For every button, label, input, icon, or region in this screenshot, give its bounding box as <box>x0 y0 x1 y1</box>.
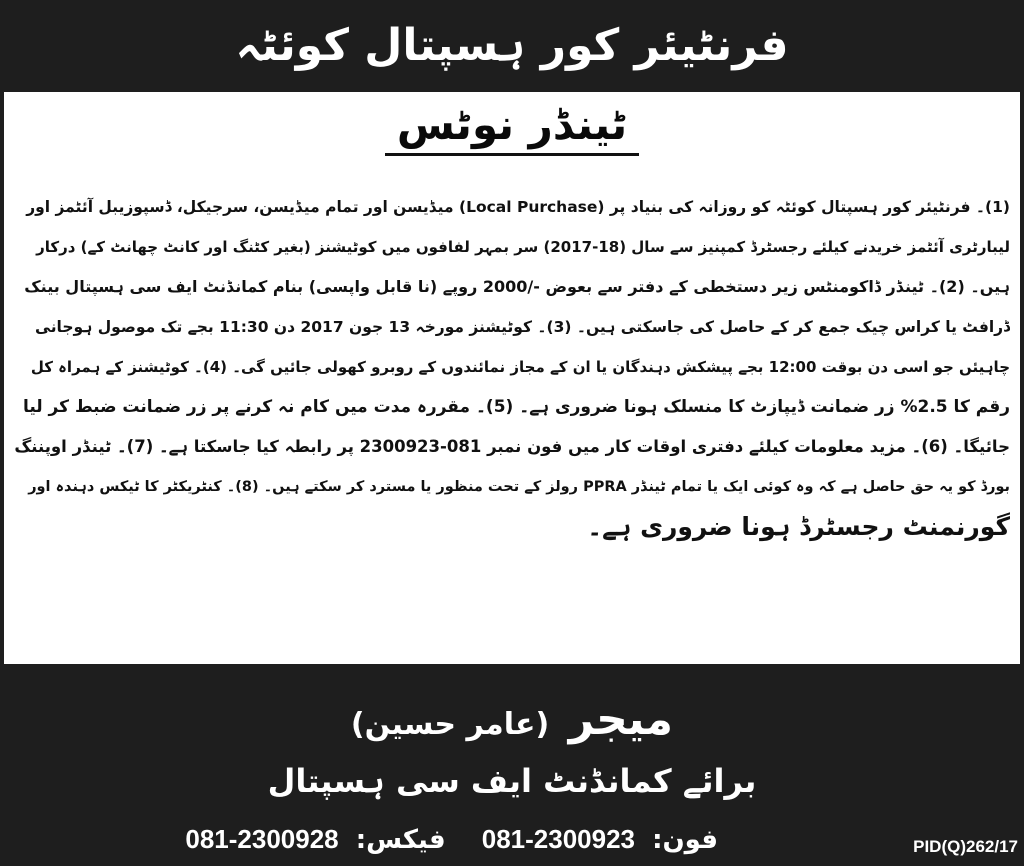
notice-line: جائیگا۔ (6)۔ مزید معلومات کیلئے دفتری اوقات کار میں فون نمبر 081-2300923 پر رابطہ کیا جاسکتا ہے۔ (7)۔ ٹینڈر اوپننگ <box>14 437 1010 456</box>
contact-line <box>185 824 718 855</box>
fax-label: فیکس: <box>355 825 446 855</box>
notice-text <box>14 187 1010 547</box>
notice-line: بورڈ کو یہ حق حاصل ہے کہ وہ کوئی ایک یا تمام ٹینڈر PPRA رولز کے تحت منظور یا مسترد کر سکتے ہیں۔ (8)۔ کنٹریکٹر کا ٹیکس دہندہ اور <box>28 479 1010 495</box>
signer-name: (عامر حسین) <box>350 707 550 742</box>
signer-block <box>0 694 1024 745</box>
notice-line: چاہیئں جو اسی دن بوقت 12:00 بجے پیشکش دہندگان یا ان کے مجاز نمائندوں کے روبرو کھولی جائیں گی۔ (4)۔ کوٹیشنز کے ہمراہ کل <box>30 358 1010 376</box>
notice-line: لیبارٹری آئٹمز خریدنے کیلئے رجسٹرڈ کمپنیز سے سال (18-2017) سر بمہر لفافوں میں کوٹیشنز (بغیر کٹنگ اور کانٹ چھانٹ کے) درکار <box>36 238 1010 256</box>
hospital-header <box>0 0 1024 90</box>
on-behalf-line: برائے کمانڈنٹ ایف سی ہسپتال <box>267 762 757 800</box>
notice-heading <box>4 100 1020 156</box>
hospital-title: فرنٹیئر کور ہسپتال کوئٹہ <box>235 19 789 71</box>
phone-label: فون: <box>652 825 718 855</box>
notice-title: ٹینڈر نوٹس <box>385 100 639 156</box>
notice-line: رقم کا 2.5% زر ضمانت ڈیپازٹ کا منسلک ہونا ضروری ہے۔ (5)۔ مقررہ مدت میں کام نہ کرنے پر زر ضمانت ضبط کر لیا <box>22 397 1010 417</box>
notice-line: ہیں۔ (2)۔ ٹینڈر ڈاکومنٹس زیر دستخطی کے دفتر سے بعوض -/2000 روپے (نا قابل واپسی) بنام کمانڈنٹ ایف سی ہسپتال بینک <box>24 277 1010 296</box>
notice-line: گورنمنٹ رجسٹرڈ ہونا ضروری ہے۔ <box>587 512 1010 541</box>
signature-footer <box>0 664 1024 866</box>
pid-code: PID(Q)262/17 <box>913 837 1018 856</box>
phone-number: 081-2300923 <box>481 824 636 854</box>
notice-line: ڈرافٹ یا کراس چیک جمع کر کے حاصل کی جاسکتی ہیں۔ (3)۔ کوٹیشنز مورخہ 13 جون 2017 دن 11:30 بجے تک موصول ہوجانی <box>35 318 1010 336</box>
fax-number: 081-2300928 <box>185 824 339 854</box>
notice-line: (1)۔ فرنٹیئر کور ہسپتال کوئٹہ کو روزانہ کی بنیاد پر (Local Purchase) میڈیسن اور تمام میڈیسن، سرجیکل، ڈسپوزیبل آئٹمز اور <box>26 198 1010 216</box>
signer-rank: میجر <box>568 694 674 745</box>
notice-body <box>4 92 1020 664</box>
